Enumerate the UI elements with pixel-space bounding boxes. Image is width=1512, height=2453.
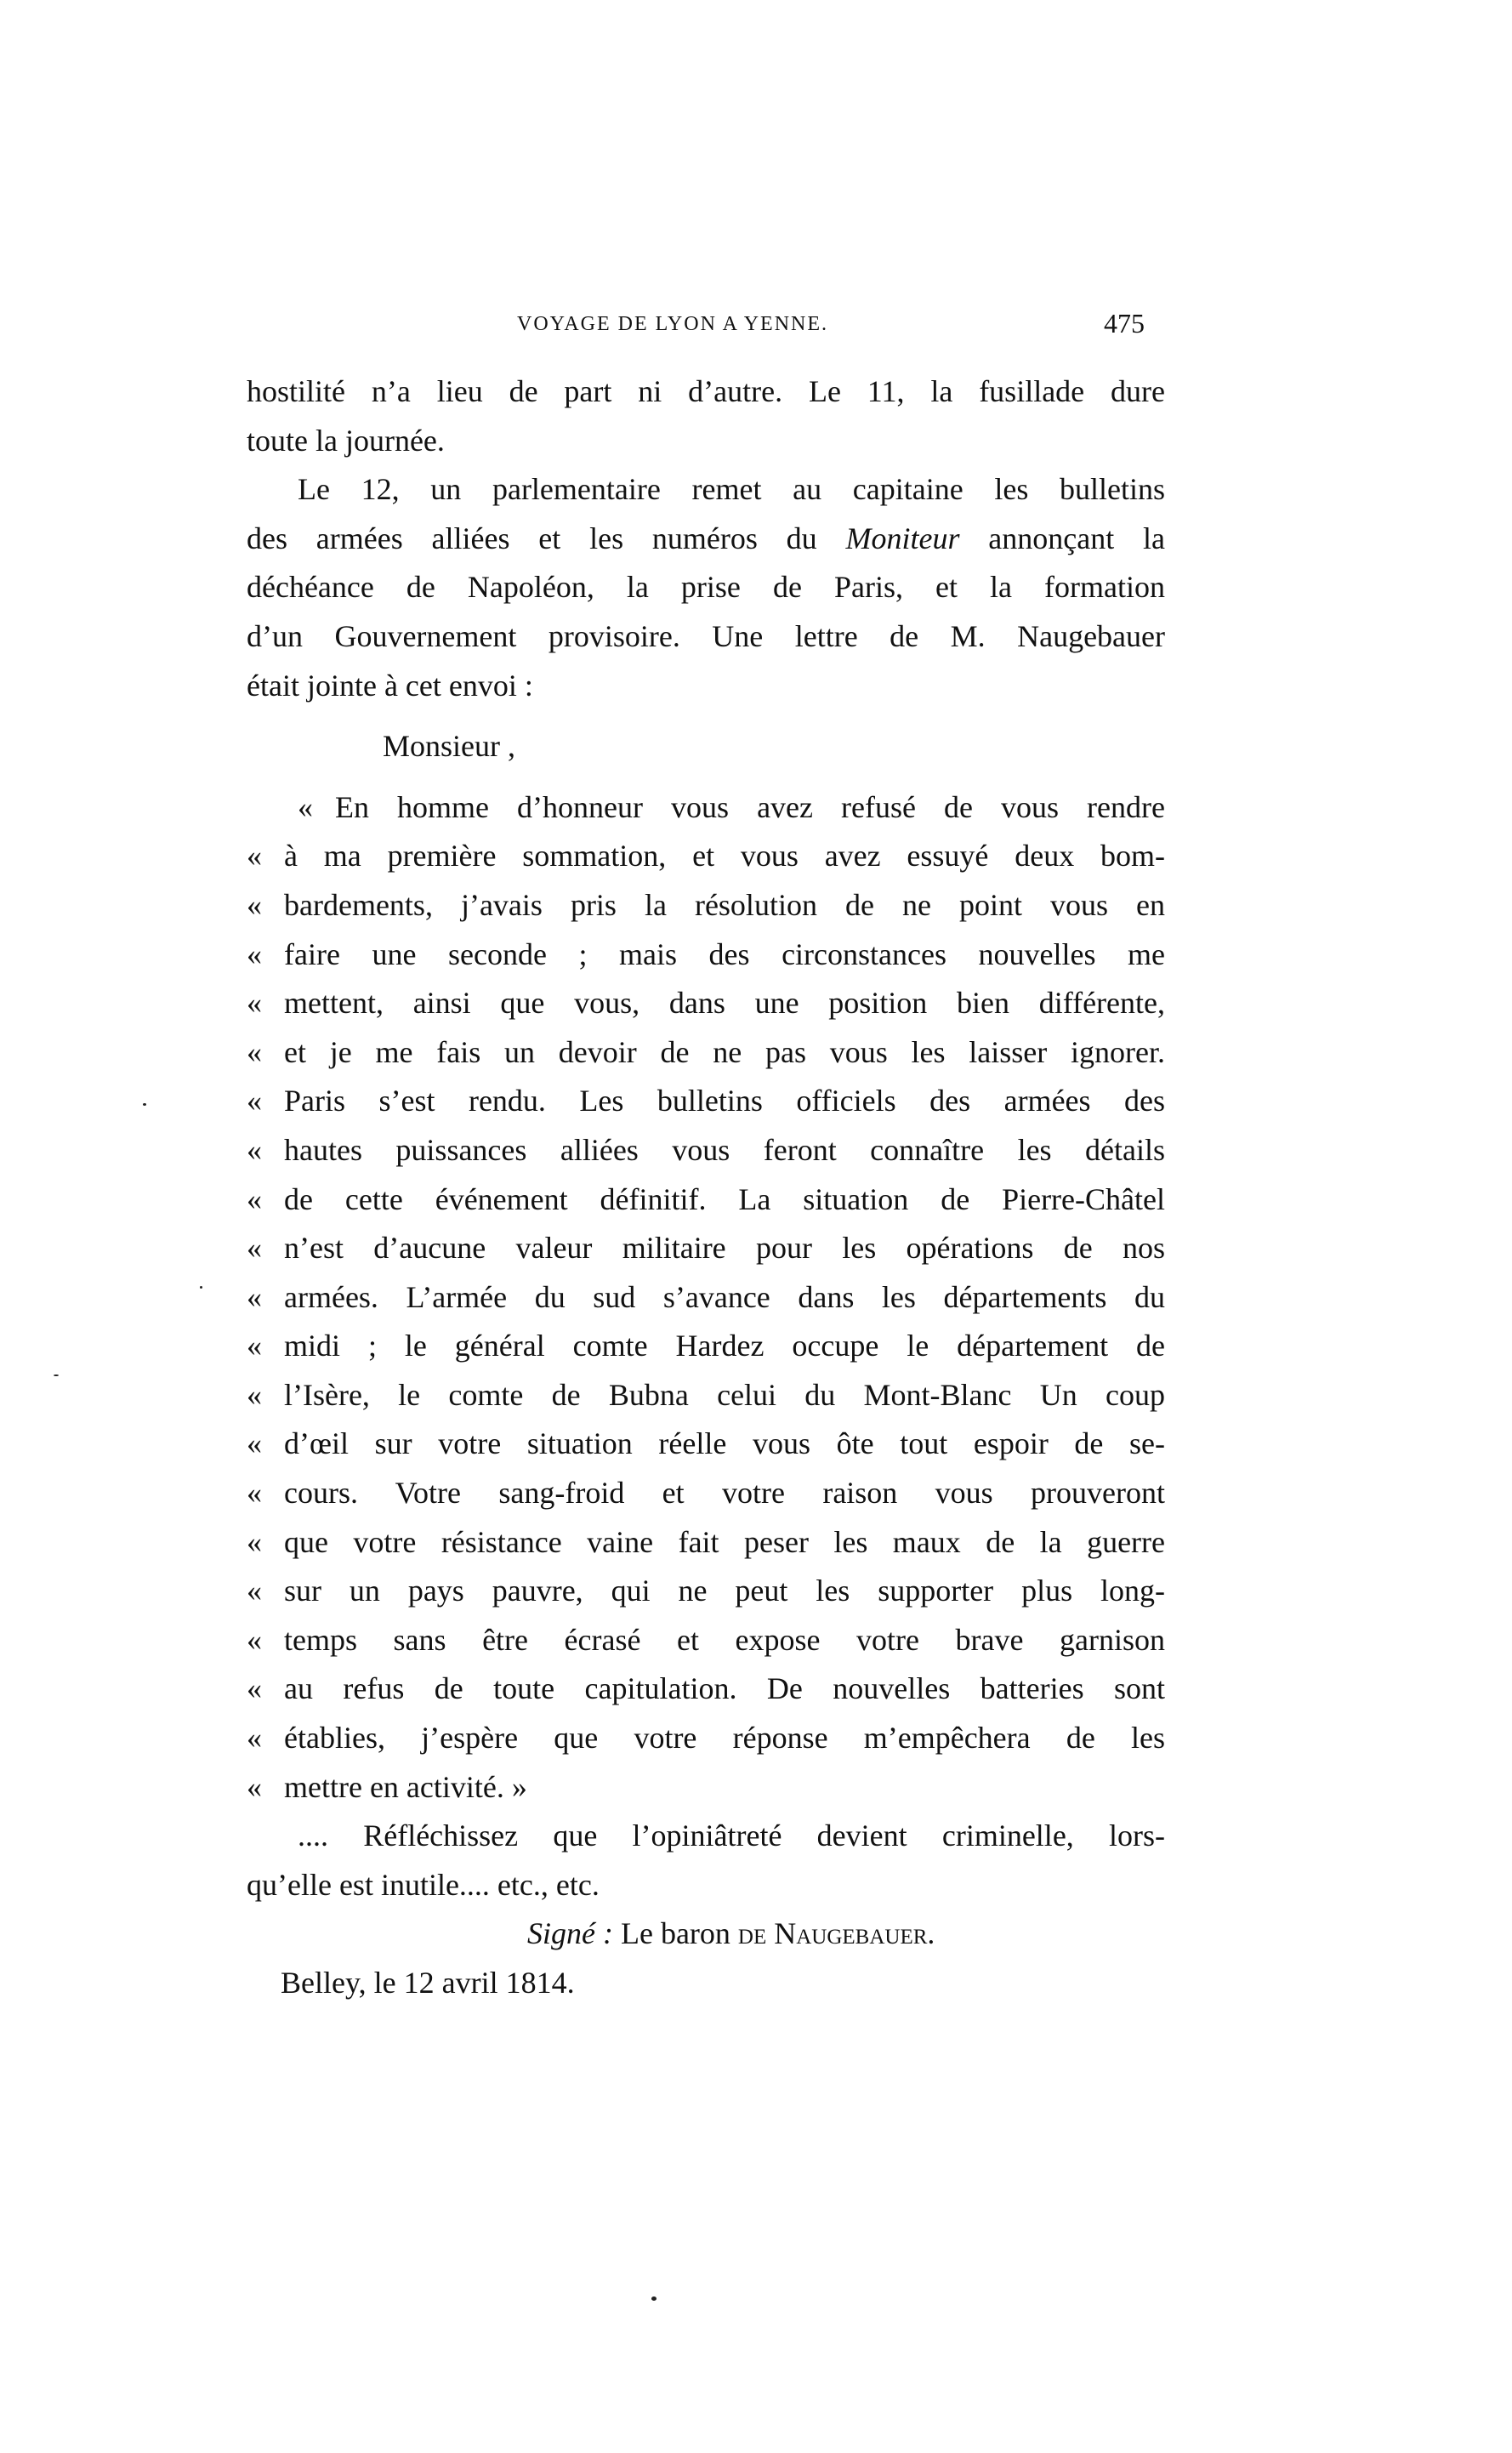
quoted-letter — [247, 783, 1165, 1812]
letter-line: « mettent, ainsi que vous, dans une position bien différente, — [247, 986, 1165, 1021]
text-line: des armées alliées et les numéros du Moniteur annonçant la — [247, 521, 1166, 555]
postscript-line: .... Réfléchissez que l’opiniâtreté devient criminelle, lors- — [298, 1818, 1165, 1853]
letter-line: « hautes puissances alliées vous feront connaître les détails — [247, 1132, 1165, 1167]
scan-speck — [200, 1286, 202, 1289]
text-line: était jointe à cet envoi : — [247, 668, 533, 703]
letter-line: « de cette événement définitif. La situation de Pierre-Châtel — [247, 1181, 1165, 1216]
letter-line: « que votre résistance vaine fait peser les maux de la guerre — [247, 1524, 1165, 1559]
scan-speck — [651, 2296, 657, 2301]
newspaper-title: Moniteur — [845, 521, 960, 555]
scan-speck — [54, 1374, 59, 1376]
signature-label: Signé : — [527, 1916, 613, 1951]
letter-line: « faire une seconde ; mais des circonstances nouvelles me — [247, 936, 1165, 971]
text-line: hostilité n’a lieu de part ni d’autre. Le 11, la fusillade dure — [247, 374, 1165, 408]
page-body — [247, 367, 1165, 2008]
letter-line: « au refus de toute capitulation. De nouvelles batteries sont — [247, 1671, 1165, 1706]
letter-line: « Paris s’est rendu. Les bulletins officiels des armées des — [247, 1084, 1165, 1118]
postscript-line: qu’elle est inutile.... etc., etc. — [247, 1867, 600, 1902]
signature-line: Signé : Le baron de Naugebauer. — [527, 1916, 935, 1951]
closing-quote: » — [511, 1769, 527, 1804]
letter-line: « établies, j’espère que votre réponse m’empêchera de les — [247, 1721, 1165, 1756]
letter-line: « temps sans être écrasé et expose votre brave garnison — [247, 1622, 1165, 1657]
letter-line: « bardements, j’avais pris la résolution de ne point vous en — [247, 887, 1165, 922]
letter-line: « armées. L’armée du sud s’avance dans les départements du — [247, 1279, 1165, 1314]
text-line: toute la journée. — [247, 423, 445, 458]
running-head-title: VOYAGE DE LYON A YENNE. — [517, 313, 829, 335]
signatory-name: Naugebauer. — [774, 1916, 935, 1951]
letter-salutation: Monsieur , — [383, 729, 515, 764]
letter-line: « midi ; le général comte Hardez occupe le département de — [247, 1329, 1165, 1363]
letter-line: « sur un pays pauvre, qui ne peut les supporter plus long- — [247, 1574, 1165, 1608]
letter-line: « d’œil sur votre situation réelle vous ôte tout espoir de se- — [247, 1426, 1165, 1461]
letter-line: « cours. Votre sang-froid et votre raison vous prouveront — [247, 1476, 1165, 1511]
letter-line: « mettre en activité. » — [247, 1769, 527, 1804]
letter-line: « En homme d’honneur vous avez refusé de vous rendre — [298, 789, 1165, 824]
running-head — [247, 308, 1165, 345]
scan-speck — [143, 1103, 146, 1106]
letter-line: « à ma première sommation, et vous avez essuyé deux bom- — [247, 839, 1165, 874]
book-page — [247, 0, 1165, 2453]
dateline: Belley, le 12 avril 1814. — [281, 1966, 575, 2000]
letter-line: « n’est d’aucune valeur militaire pour les opérations de nos — [247, 1231, 1165, 1266]
letter-line: « et je me fais un devoir de ne pas vous les laisser ignorer. — [247, 1034, 1165, 1069]
text-line: déchéance de Napoléon, la prise de Paris, et la formation — [247, 570, 1165, 605]
page-number: 475 — [1104, 308, 1145, 339]
text-line: Le 12, un parlementaire remet au capitaine les bulletins — [298, 472, 1165, 507]
text-line: d’un Gouvernement provisoire. Une lettre de M. Naugebauer — [247, 618, 1165, 653]
letter-line: « l’Isère, le comte de Bubna celui du Mont-Blanc Un coup — [247, 1377, 1165, 1412]
